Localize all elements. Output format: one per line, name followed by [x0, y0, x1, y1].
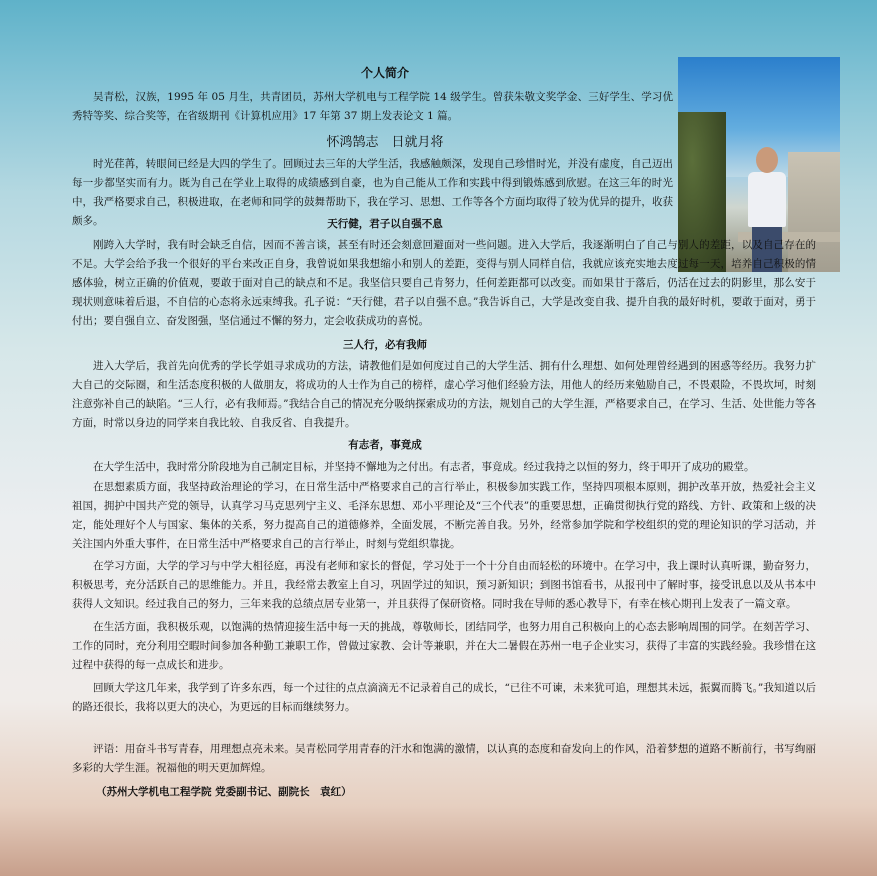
section-title-2: 三人行，必有我师: [343, 339, 427, 351]
section-title-3: 有志者，事竟成: [348, 439, 422, 451]
evaluation-comment: 评语：用奋斗书写青春，用理想点亮未来。吴青松同学用青春的汗水和饱满的激情，以认真的态度和奋发向上的作风，沿着梦想的道路不断前行，书写绚丽多彩的大学生涯。祝福他的明天更加辉煌。: [72, 743, 816, 774]
signature: （苏州大学机电工程学院 党委副书记、副院长 袁红）: [96, 786, 352, 798]
paragraph-4: 在大学生活中，我时常分阶段地为自己制定目标，并坚持不懈地为之付出。有志者，事竟成。经过我持之以恒的努力，终于叩开了成功的殿堂。: [93, 461, 755, 473]
subtitle: 怀鸿鹄志 日就月将: [326, 135, 444, 150]
paragraph-8: 回顾大学这几年来，我学到了许多东西，每一个过往的点点滴滴无不记录着自己的成长，“已往不可谏，未来犹可追，理想其未远，振翼而腾飞。”我知道以后的路还很长，我将以更大的决心，为更远的目标而继续努力。: [72, 682, 816, 713]
paragraph-3: 进入大学后，我首先向优秀的学长学姐寻求成功的方法，请教他们是如何度过自己的大学生活、拥有什么理想、如何处理曾经遇到的困惑等经历。我努力扩大自己的交际圈，和生活态度积极的人做朋友，将成功的人士作为自己的榜样，虚心学习他们经验方法，用他人的经历来勉励自己，不畏艰险，不畏坎坷，时刻注意弥补自己的缺陷。“三人行，必有我师焉。”我结合自己的情况充分吸纳探索成功的方法，规划自己的大学生涯，严格要求自己，在学习、生活、处世能力等各方面，时常以身边的同学来自我比较、自我反省、自我提升。: [72, 360, 816, 429]
paragraph-1: 时光荏苒，转眼间已经是大四的学生了。回顾过去三年的大学生活，我感触颇深，发现自己珍惜时光，并没有虚度，自己迈出每一步都坚实而有力。既为自己在学业上取得的成绩感到自豪，也为自己能从工作和实践中得到锻炼感到欣慰。在这三年的时光中，我严格要求自己，积极进取，在老师和同学的鼓舞帮助下，我在学习、思想、工作等各个方面均取得了较为优异的提升，收获颇多。: [72, 158, 673, 227]
paragraph-7: 在生活方面，我积极乐观，以饱满的热情迎接生活中每一天的挑战，尊敬师长，团结同学，也努力用自己积极向上的心态去影响周围的同学。在刻苦学习、工作的同时，充分利用空暇时间参加各种勤工兼职工作，曾做过家教、会计等兼职，并在大二暑假在苏州一电子企业实习，获得了丰富的实践经验。我珍惜在这过程中获得的每一点成长和进步。: [72, 621, 816, 671]
paragraph-6: 在学习方面，大学的学习与中学大相径庭，再没有老师和家长的督促，学习处于一个十分自由而轻松的环境中。在学习中，我上课时认真听课，勤奋努力，积极思考，充分活跃自己的思维能力。并且，我经常去教室上自习，巩固学过的知识，预习新知识；到图书馆看书，从报刊中了解时事，接受讯息以及从书本中获得人文知识。经过我自己的努力，三年来我的总绩点居专业第一，并且获得了保研资格。同时我在导师的悉心教导下，有幸在核心期刊上发表了一篇文章。: [72, 560, 816, 610]
section-title-1: 天行健，君子以自强不息: [327, 218, 443, 230]
page-title: 个人简介: [360, 66, 409, 80]
photo-person-head: [756, 147, 778, 173]
paragraph-2: 刚跨入大学时，我有时会缺乏自信，因而不善言谈，甚至有时还会刻意回避面对一些问题。进入大学后，我逐渐明白了自己与别人的差距，以及自己存在的不足。大学会给予我一个很好的平台来改正自身，我曾说如果我想缩小和别人的差距，变得与别人同样自信，我就应该充实地去度过每一天，培养自己积极的情感体验，树立正确的价值观，要敢于面对自己的缺点和不足。我坚信只要自己肯努力，任何差距都可以改变。而如果甘于落后，仍活在过去的阴影里，那么安于现状则意味着后退，不自信的心态将永远束缚我。孔子说：“天行健，君子以自强不息。”我告诉自己，大学是改变自我、提升自我的最好时机，要敢于面对，勇于付出；要自强自立、奋发图强，坚信通过不懈的努力，定会收获成功的喜悦。: [72, 239, 816, 327]
intro-paragraph: 吴青松，汉族，1995 年 05 月生，共青团员，苏州大学机电与工程学院 14 级学生。曾获朱敬文奖学金、三好学生、学习优秀特等奖、综合奖等，在省级期刊《计算机应用》17 年第 37 期上发表论文 1 篇。: [72, 91, 673, 122]
paragraph-5: 在思想素质方面，我坚持政治理论的学习，在日常生活中严格要求自己的言行举止，积极参加实践工作，坚持四项根本原则，拥护改革开放，热爱社会主义祖国，拥护中国共产党的领导，认真学习马克思列宁主义、毛泽东思想、邓小平理论及“三个代表”的重要思想，正确贯彻执行党的路线、方针、政策和上级的决定，能处理好个人与国家、集体的关系，努力提高自己的道德修养，全面发展，不断完善自我。另外，经常参加学院和学校组织的党的理论知识的学习活动，并关注国内外重大事件，在日常生活中严格要求自己的言行举止，时刻与党组织靠拢。: [72, 481, 816, 550]
